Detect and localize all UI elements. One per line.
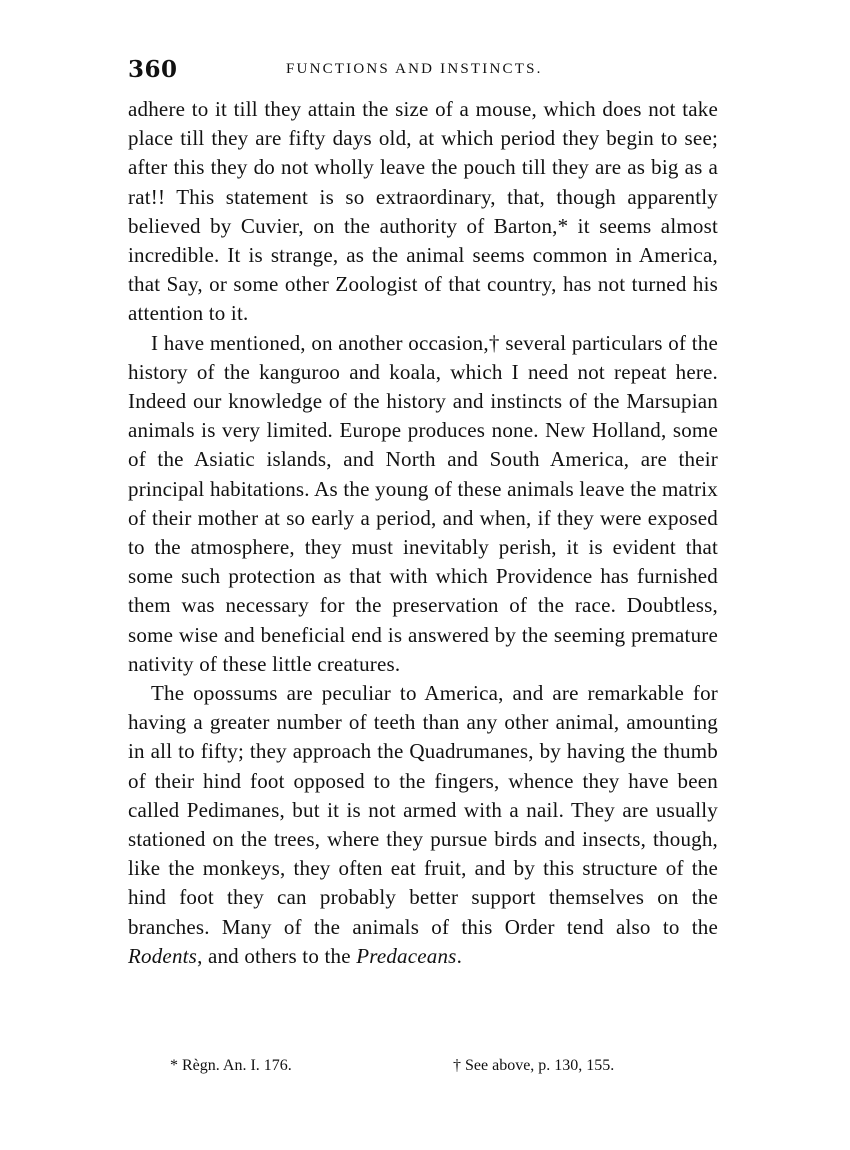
paragraph-3	[128, 679, 718, 971]
footnote-1: * Règn. An. I. 176.	[170, 1057, 292, 1074]
body-text	[128, 95, 718, 971]
italic-term-rodents: Rodents	[128, 943, 198, 968]
italic-term-predaceans: Predaceans	[356, 943, 457, 968]
paragraph-3-text-middle: , and others to the	[197, 943, 357, 968]
footnotes	[170, 1057, 720, 1083]
paragraph-3-text-after: .	[456, 943, 463, 968]
paragraph-3-text-before: The opossums are peculiar to America, and are remarkable for having a greater number of teeth than any other animal, amounting in all to fifty; they approach the Quadrumanes, by having the thumb of their hind foot opposed to the fingers, whence they have been called Pedimanes, but it is not armed with a nail. They are usually stationed on the trees, where they pursue birds and insects, though, like the monkeys, they often eat fruit, and by this structure of the hind foot they can probably better support themselves on the branches. Many of the animals of this Order tend also to the	[128, 681, 718, 939]
page-number: 360	[128, 56, 178, 83]
running-title: FUNCTIONS AND INSTINCTS.	[286, 61, 543, 77]
paragraph-2: I have mentioned, on another occasion,† several particulars of the history of the kanguroo and koala, which I need not repeat here. Indeed our knowledge of the history and instincts of the Marsupian animals is very limited. Europe produces none. New Holland, some of the Asiatic islands, and North and South America, are their principal habitations. As the young of these animals leave the matrix of their mother at so early a period, and when, if they were exposed to the atmosphere, they must inevitably perish, it is evident that some such protection as that with which Providence has furnished them was necessary for the preservation of the race. Doubtless, some wise and beneficial end is answered by the seeming premature nativity of these little creatures.	[128, 330, 718, 676]
paragraph-1: adhere to it till they attain the size of a mouse, which does not take place till they are fifty days old, at which period they begin to see; after this they do not wholly leave the pouch till they are as big as a rat!! This statement is so extraordinary, that, though apparently believed by Cuvier, on the authority of Barton,* it seems almost incredible. It is strange, as the animal seems common in America, that Say, or some other Zoologist of that country, has not turned his attention to it.	[128, 97, 718, 326]
footnote-2: † See above, p. 130, 155.	[453, 1057, 615, 1074]
running-head	[128, 56, 728, 86]
